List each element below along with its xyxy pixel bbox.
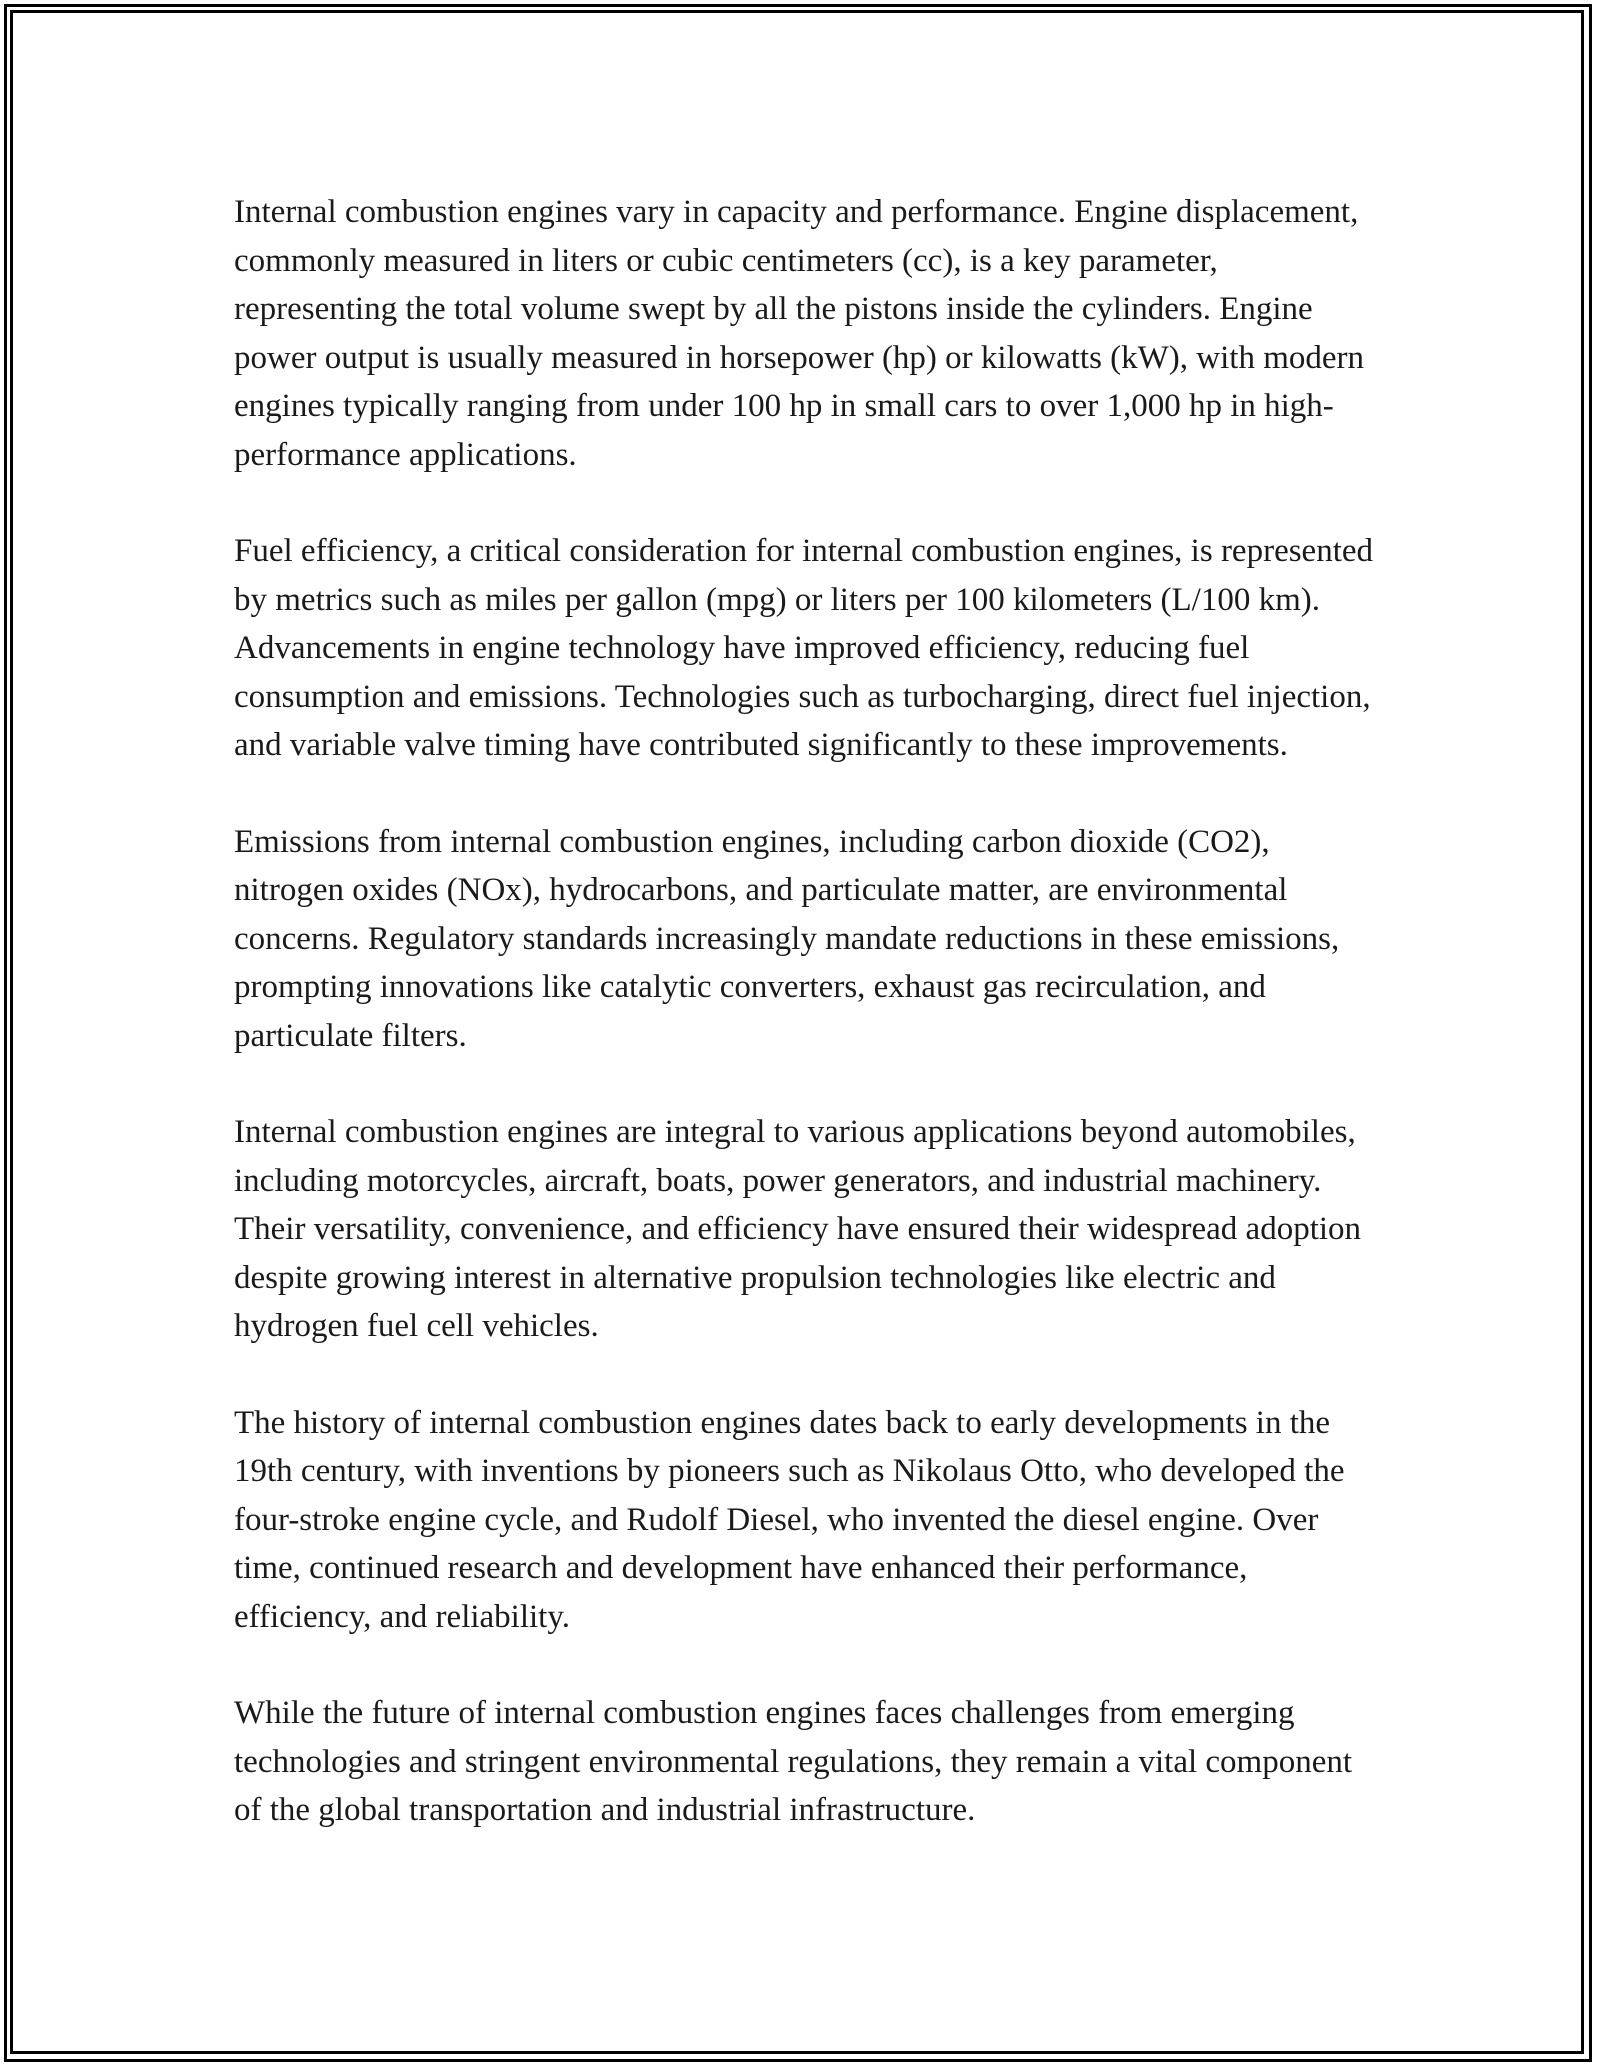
paragraph-future: While the future of internal combustion engines faces challenges from emerging technologies and stringent environmental regulations, they remain a vital component of the global transportation and industrial infrastructure. [234, 1695, 1353, 1828]
paragraph-history: The history of internal combustion engines dates back to early developments in the 19th century, with inventions by pioneers such as Nikolaus Otto, who developed the four-stroke engine cycle, and Rudolf Diesel, who invented the diesel engine. Over time, continued research and development have enhanced their performance, efficiency, and reliability. [234, 1404, 1345, 1635]
paragraph-engine-capacity: Internal combustion engines vary in capacity and performance. Engine displacement, commonly measured in liters or cubic centimeters (cc), is a key parameter, representing the total volume swept by all the pistons inside the cylinders. Engine power output is usually measured in horsepower (hp) or kilowatts (kW), with modern engines typically ranging from under 100 hp in small cars to over 1,000 hp in high-performance applications. [234, 194, 1365, 473]
paragraph-emissions: Emissions from internal combustion engines, including carbon dioxide (CO2), nitrogen oxides (NOx), hydrocarbons, and particulate matter, are environmental concerns. Regulatory standards increasingly mandate reductions in these emissions, prompting innovations like catalytic converters, exhaust gas recirculation, and particulate filters. [234, 823, 1340, 1054]
paragraph-applications: Internal combustion engines are integral to various applications beyond automobiles, including motorcycles, aircraft, boats, power generators, and industrial machinery. Their versatility, convenience, and efficiency have ensured their widespread adoption despite growing interest in alternative propulsion technologies like electric and hydrogen fuel cell vehicles. [234, 1114, 1362, 1344]
paragraph-fuel-efficiency: Fuel efficiency, a critical consideration for internal combustion engines, is represented by metrics such as miles per gallon (mpg) or liters per 100 kilometers (L/100 km). Advancements in engine technology have improved efficiency, reducing fuel consumption and emissions. Technologies such as turbocharging, direct fuel injection, and variable valve timing have contributed significantly to these improvements. [234, 533, 1374, 763]
document-body [234, 188, 1374, 1835]
